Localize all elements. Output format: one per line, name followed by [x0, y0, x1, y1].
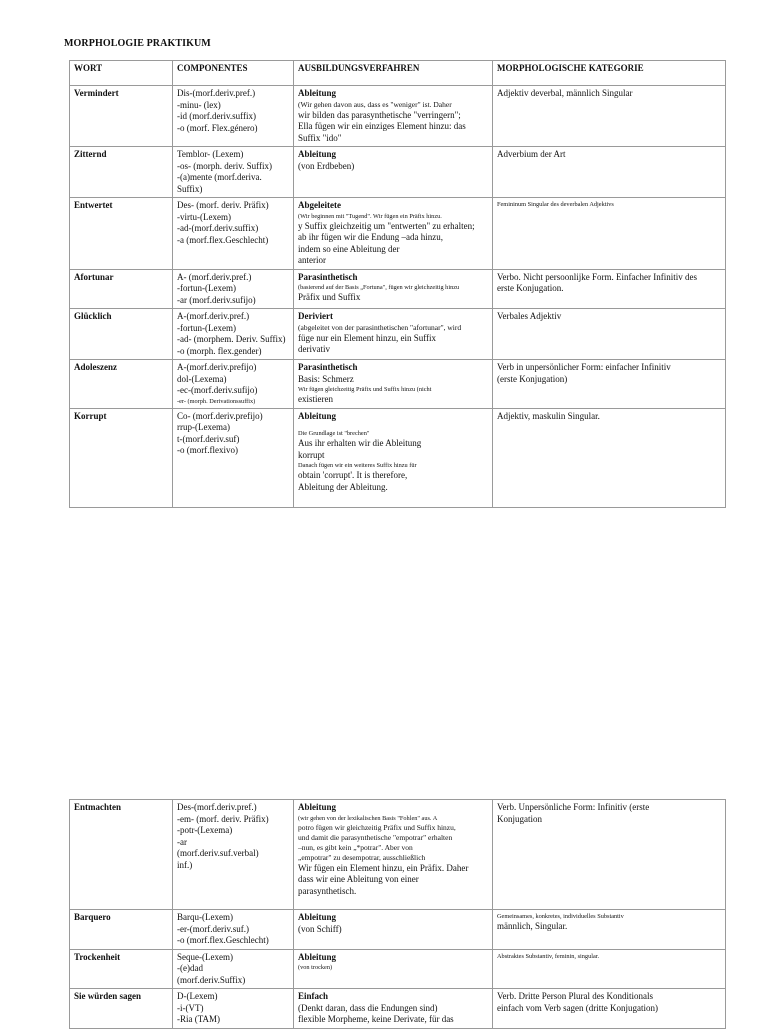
procedure-title: Ableitung — [298, 149, 337, 159]
morphology-table-1 — [69, 60, 726, 508]
cell-kategorie — [493, 800, 726, 910]
cell-verfahren — [294, 800, 493, 910]
component-line: -fortun-(Lexem) — [177, 283, 236, 293]
component-line: Co- (morf.deriv.prefijo) — [177, 410, 263, 421]
component-line: D-(Lexem) — [177, 991, 218, 1001]
cell-verfahren — [294, 86, 493, 147]
procedure-line: Ableitung der Ableitung. — [298, 481, 388, 492]
procedure-line: –nun, es gibt kein „*potrar". Aber von — [298, 842, 413, 852]
category-line: Verb. Unpersönliche Form: Infinitiv (erste — [497, 802, 650, 812]
procedure-line: „empotrar" zu desempotrar, ausschließlich — [298, 852, 426, 862]
cell-componentes — [173, 86, 294, 147]
cell-wort: Glücklich — [70, 309, 173, 360]
category-line: Adverbium der Art — [497, 149, 566, 159]
cell-verfahren — [294, 910, 493, 950]
component-line: A- (morf.deriv.pref.) — [177, 271, 252, 282]
category-line: Adjektiv deverbal, männlich Singular — [497, 88, 633, 98]
procedure-line: und damit die parasynthetische "empotrar" erhalten — [298, 832, 453, 842]
procedure-title: Ableitung — [298, 88, 337, 98]
component-line: rrup-(Lexema) — [177, 422, 230, 432]
cell-kategorie — [493, 360, 726, 409]
component-line: A-(morf.deriv.prefijo) — [177, 362, 257, 372]
component-line: (morf.deriv.suf.verbal) — [177, 848, 259, 858]
procedure-line: Ella fügen wir ein einziges Element hinzu: das — [298, 121, 466, 131]
cell-componentes — [173, 360, 294, 409]
cell-kategorie — [493, 309, 726, 360]
category-line: Femininum Singular des deverbalen Adjektivs — [497, 201, 614, 208]
cell-verfahren — [294, 309, 493, 360]
procedure-title: Deriviert — [298, 311, 333, 321]
procedure-title: Parasinthetisch — [298, 271, 358, 282]
procedure-line: parasynthetisch. — [298, 885, 357, 896]
cell-wort: Vermindert — [70, 86, 173, 147]
procedure-line: (von Erdbeben) — [298, 160, 355, 171]
cell-wort: Adoleszenz — [70, 360, 173, 409]
cell-verfahren — [294, 269, 493, 309]
procedure-line: Basis: Schmerz — [298, 373, 354, 384]
cell-wort: Zitternd — [70, 147, 173, 198]
component-line: -os- (morph. deriv. Suffix) — [177, 160, 272, 171]
procedure-line: anterior — [298, 255, 326, 265]
procedure-title: Einfach — [298, 991, 329, 1001]
procedure-line: indem so eine Ableitung der — [298, 243, 400, 254]
procedure-line: flexible Morpheme, keine Derivate, für das — [298, 1014, 454, 1024]
cell-componentes — [173, 269, 294, 309]
header-kategorie: MORPHOLOGISCHE KATEGORIE — [493, 61, 726, 86]
cell-verfahren — [294, 147, 493, 198]
table-row — [70, 269, 726, 309]
component-line: Dis-(morf.deriv.pref.) — [177, 88, 256, 98]
component-line: -Ria (TAM) — [177, 1014, 221, 1024]
component-line: -o (morf.flexivo) — [177, 445, 238, 455]
cell-wort: Entwertet — [70, 198, 173, 270]
component-line: -i-(VT) — [177, 1002, 204, 1013]
cell-componentes — [173, 949, 294, 989]
category-line: Verbo. Nicht persoonlijke Form. Einfacher Infinitiv des — [497, 271, 697, 282]
component-line: -ar — [177, 836, 187, 847]
procedure-line: ab ihr fügen wir die Endung –ada hinzu, — [298, 232, 443, 242]
category-line: Verbales Adjektiv — [497, 311, 562, 321]
procedure-line: Aus ihr erhalten wir die Ableitung — [298, 438, 422, 448]
procedure-line: derivativ — [298, 344, 330, 354]
component-line: Suffix) — [177, 183, 203, 194]
component-line: A-(morf.deriv.pref.) — [177, 311, 250, 321]
cell-kategorie — [493, 989, 726, 1029]
procedure-line: potro fügen wir gleichzeitig Präfix und Suffix hinzu, — [298, 822, 456, 832]
cell-wort: Trockenheit — [70, 949, 173, 989]
cell-kategorie — [493, 949, 726, 989]
cell-componentes — [173, 309, 294, 360]
component-line: -a (morf.flex.Geschlecht) — [177, 234, 269, 245]
component-line: -minu- (lex) — [177, 99, 221, 110]
component-line: -o (morf. Flex.género) — [177, 122, 258, 133]
component-line: Barqu-(Lexem) — [177, 912, 233, 922]
procedure-line: dass wir eine Ableitung von einer — [298, 874, 419, 884]
cell-wort: Barquero — [70, 910, 173, 950]
component-line: Des-(morf.deriv.pref.) — [177, 802, 257, 812]
cell-verfahren — [294, 198, 493, 270]
cell-wort: Entmachten — [70, 800, 173, 910]
procedure-line: Wir fügen gleichzeitig Präfix und Suffix hinzu (nicht — [298, 386, 432, 393]
cell-verfahren — [294, 949, 493, 989]
cell-componentes — [173, 989, 294, 1029]
header-verfahren: AUSBILDUNGSVERFAHREN — [294, 61, 493, 86]
component-line: Des- (morf. deriv. Präfix) — [177, 200, 269, 210]
procedure-line: wir bilden das parasynthetische "verringern"; — [298, 109, 461, 120]
procedure-line: Wir fügen ein Element hinzu, ein Präfix. Daher — [298, 862, 469, 873]
cell-verfahren — [294, 360, 493, 409]
cell-verfahren — [294, 989, 493, 1029]
procedure-line: Danach fügen wir ein weiteres Suffix hinzu für — [298, 462, 417, 469]
category-line: Verb in unpersönlicher Form: einfacher Infinitiv — [497, 362, 671, 372]
procedure-title: Parasinthetisch — [298, 362, 358, 372]
table-row — [70, 198, 726, 270]
procedure-title: Ableitung — [298, 951, 337, 962]
component-line: -ar (morf.deriv.sufijo) — [177, 294, 256, 305]
category-line: Adjektiv, maskulin Singular. — [497, 410, 600, 421]
category-line: (erste Konjugation) — [497, 373, 568, 384]
component-line: -ad-(morf.deriv.suffix) — [177, 223, 259, 233]
component-line: inf.) — [177, 859, 193, 870]
cell-kategorie — [493, 408, 726, 507]
procedure-line: (Wir beginnen mit "Tugend". Wir fügen ein Präfix hinzu. — [298, 212, 442, 220]
category-line: Verb. Dritte Person Plural des Konditionals — [497, 991, 653, 1001]
procedure-line: (basierend auf der Basis „Fortuna", fügen wir gleichzeitig hinzu — [298, 284, 460, 291]
cell-wort: Afortunar — [70, 269, 173, 309]
procedure-title: Ableitung — [298, 802, 337, 812]
component-line: dol-(Lexema) — [177, 373, 227, 384]
category-line: einfach vom Verb sagen (dritte Konjugation) — [497, 1002, 659, 1013]
procedure-title: Ableitung — [298, 912, 337, 922]
procedure-title: Ableitung — [298, 410, 337, 421]
procedure-line: (von Schiff) — [298, 923, 342, 934]
component-line: -er-(morf.deriv.suf.) — [177, 923, 249, 934]
table-row — [70, 949, 726, 989]
procedure-line: füge nur ein Element hinzu, ein Suffix — [298, 332, 437, 343]
component-line: -(a)mente (morf.deriva. — [177, 172, 262, 182]
cell-kategorie — [493, 269, 726, 309]
table-row — [70, 147, 726, 198]
table-row — [70, 309, 726, 360]
component-line: -ad- (morphem. Deriv. Suffix) — [177, 334, 286, 344]
header-componentes: COMPONENTES — [173, 61, 294, 86]
procedure-line: existieren — [298, 394, 333, 404]
cell-componentes — [173, 800, 294, 910]
component-line: Seque-(Lexem) — [177, 951, 233, 962]
category-line: erste Konjugation. — [497, 283, 564, 293]
component-line: -er- (morph. Derivationssuffix) — [177, 397, 256, 405]
component-line: -em- (morf. deriv. Präfix) — [177, 813, 269, 824]
procedure-line: (von trocken) — [298, 964, 333, 971]
cell-componentes — [173, 147, 294, 198]
component-line: Temblor- (Lexem) — [177, 149, 244, 159]
table-header-row — [70, 61, 726, 86]
procedure-line: korrupt — [298, 449, 325, 460]
category-line: Gemeinsames, konkretes, individuelles Substantiv — [497, 913, 624, 920]
cell-kategorie — [493, 86, 726, 147]
component-line: -potr-(Lexema) — [177, 825, 233, 835]
morphology-table-2 — [69, 799, 726, 1029]
cell-componentes — [173, 910, 294, 950]
component-line: -id (morf.deriv.suffix) — [177, 111, 256, 121]
component-line: -ec-(morf.deriv.sufijo) — [177, 385, 258, 395]
document-title: MORPHOLOGIE PRAKTIKUM — [64, 38, 211, 49]
component-line: -virtu-(Lexem) — [177, 211, 231, 222]
component-line: -fortun-(Lexem) — [177, 322, 236, 333]
procedure-line: (abgeleitet von der parasinthetischen "afortunar", wird — [298, 322, 462, 332]
category-line: Abstraktes Substantiv, feminin, singular. — [497, 952, 600, 960]
cell-componentes — [173, 408, 294, 507]
category-line: männlich, Singular. — [497, 921, 568, 931]
component-line: t-(morf.deriv.suf) — [177, 433, 240, 444]
header-wort: WORT — [70, 61, 173, 86]
cell-wort: Korrupt — [70, 408, 173, 507]
category-line: Konjugation — [497, 813, 542, 824]
spacer — [298, 422, 489, 429]
procedure-line: Präfix und Suffix — [298, 292, 361, 302]
cell-verfahren — [294, 408, 493, 507]
procedure-title: Abgeleitete — [298, 200, 341, 210]
table-row — [70, 86, 726, 147]
procedure-line: y Suffix gleichzeitig um "entwerten" zu erhalten; — [298, 220, 475, 231]
cell-kategorie — [493, 198, 726, 270]
procedure-line: Die Grundlage ist "brechen" — [298, 430, 370, 437]
component-line: (morf.deriv.Suffix) — [177, 974, 246, 985]
component-line: -(e)dad — [177, 963, 203, 973]
cell-kategorie — [493, 910, 726, 950]
table-row — [70, 360, 726, 409]
table-row — [70, 910, 726, 950]
cell-componentes — [173, 198, 294, 270]
cell-kategorie — [493, 147, 726, 198]
component-line: -o (morf.flex.Geschlecht) — [177, 935, 269, 945]
procedure-line: (Wir gehen davon aus, dass es "weniger" ist. Daher — [298, 99, 452, 109]
procedure-line: (Denkt daran, dass die Endungen sind) — [298, 1002, 438, 1013]
cell-wort: Sie würden sagen — [70, 989, 173, 1029]
component-line: -o (morph. flex.gender) — [177, 345, 262, 356]
table-row — [70, 800, 726, 910]
table-row — [70, 989, 726, 1029]
procedure-line: (wir gehen von der lexikalischen Basis "Fohlen" aus. A — [298, 814, 438, 822]
table-row — [70, 408, 726, 507]
procedure-line: Suffix "ido" — [298, 132, 342, 143]
procedure-line: obtain 'corrupt'. It is therefore, — [298, 470, 408, 480]
